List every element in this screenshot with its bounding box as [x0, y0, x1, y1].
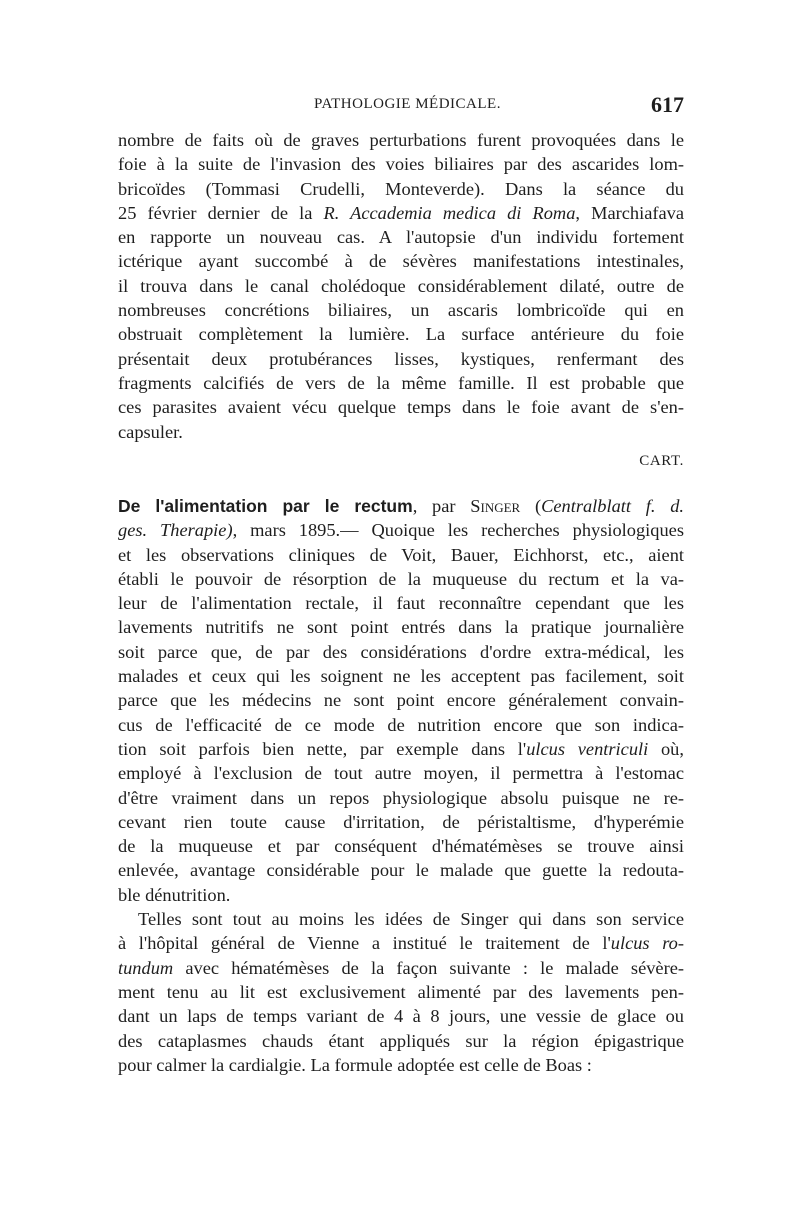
text-line: malades et ceux qui les soignent ne les acceptent pas facilement, soit [118, 666, 684, 687]
text-line: il trouva dans le canal cholédoque considérablement dilaté, outre de [118, 275, 684, 296]
text-line: ment tenu au lit est exclusivement alimenté par des lavements pen- [118, 981, 684, 1002]
text-line: d'être vraiment dans un repos physiologique absolu puisque ne re- [118, 787, 684, 808]
text-line: lavements nutritifs ne sont point entrés dans la pratique journalière [118, 617, 684, 638]
journal-name: R. Accademia medica di Roma [323, 202, 576, 223]
text-line: établi le pouvoir de résorption de la muqueuse du rectum et la va- [118, 568, 684, 589]
page-number: 617 [651, 92, 684, 117]
text-line: cevant rien toute cause d'irritation, de péristaltisme, d'hyperémie [118, 811, 684, 832]
article-2-body [118, 494, 684, 1077]
text-line: nombre de faits où de graves perturbations furent provoquées dans le [118, 130, 684, 150]
running-header [118, 92, 684, 122]
text-line: employé à l'exclusion de tout autre moyen, il permettra à l'estomac [118, 763, 684, 784]
text-line: tion soit parfois bien nette, par exemple dans l'ulcus ventriculi où, [118, 738, 684, 759]
text-line: ges. Therapie), mars 1895.— Quoique les recherches physiologiques [118, 520, 684, 541]
text-line: cus de l'efficacité de ce mode de nutrition encore que son indica- [118, 714, 684, 735]
text-line: tundum avec hématémèses de la façon suivante : le malade sévère- [118, 957, 684, 978]
article-title: De l'alimentation par le rectum [118, 496, 413, 516]
text-line: 25 février dernier de la R. Accademia medica di Roma, Marchiafava [118, 202, 685, 223]
text-line: des cataplasmes chauds étant appliqués sur la région épigastrique [118, 1030, 684, 1051]
text-line: foie à la suite de l'invasion des voies biliaires par des ascarides lom- [118, 154, 684, 175]
text-line: pour calmer la cardialgie. La formule adoptée est celle de Boas : [118, 1054, 592, 1075]
running-title: PATHOLOGIE MÉDICALE. [314, 96, 501, 112]
text-line: Telles sont tout au moins les idées de Singer qui dans son service [138, 909, 684, 930]
text-line: ces parasites avaient vécu quelque temps dans le foie avant de s'en- [118, 397, 684, 418]
text-line: à l'hôpital général de Vienne a institué le traitement de l'ulcus ro- [118, 933, 684, 954]
text-line: parce que les médecins ne sont point encore généralement convain- [118, 690, 684, 711]
author-signature: CART. [639, 453, 684, 469]
text-line: leur de l'alimentation rectale, il faut reconnaître cependant que les [118, 593, 684, 614]
journal-name: Centralblatt f. d. [541, 496, 684, 516]
text-line: soit parce que, de par des considérations d'ordre extra-médical, les [118, 641, 684, 662]
text-line: enlevée, avantage considérable pour le malade que guette la redouta- [118, 860, 684, 881]
text-line: ictérique ayant succombé à de sévères manifestations intestinales, [118, 251, 684, 272]
text-line: bricoïdes (Tommasi Crudelli, Monteverde). Dans la séance du [118, 178, 684, 199]
text-line: de la muqueuse et par conséquent d'hématémèses se trouve ainsi [118, 836, 684, 857]
text-line: capsuler. [118, 421, 183, 442]
text-line: dant un laps de temps variant de 4 à 8 jours, une vessie de glace ou [118, 1006, 684, 1027]
text-line: fragments calcifiés de vers de la même famille. Il est probable que [118, 372, 684, 393]
text-line: et les observations cliniques de Voit, Bauer, Eichhorst, etc., aient [118, 544, 684, 565]
text-line: présentait deux protubérances lisses, kystiques, renfermant des [118, 348, 684, 369]
text-line: nombreuses concrétions biliaires, un ascaris lombricoïde qui en [118, 300, 684, 321]
text-line: en rapporte un nouveau cas. A l'autopsie d'un individu fortement [118, 227, 684, 248]
article-heading-line: De l'alimentation par le rectum, par Singer (Centralblatt f. d. [118, 496, 684, 516]
text-line: ble dénutrition. [118, 884, 231, 905]
article-author: Singer [470, 496, 521, 516]
text-line: obstruait complètement la lumière. La surface antérieure du foie [118, 324, 684, 345]
article-1-body [118, 128, 684, 444]
